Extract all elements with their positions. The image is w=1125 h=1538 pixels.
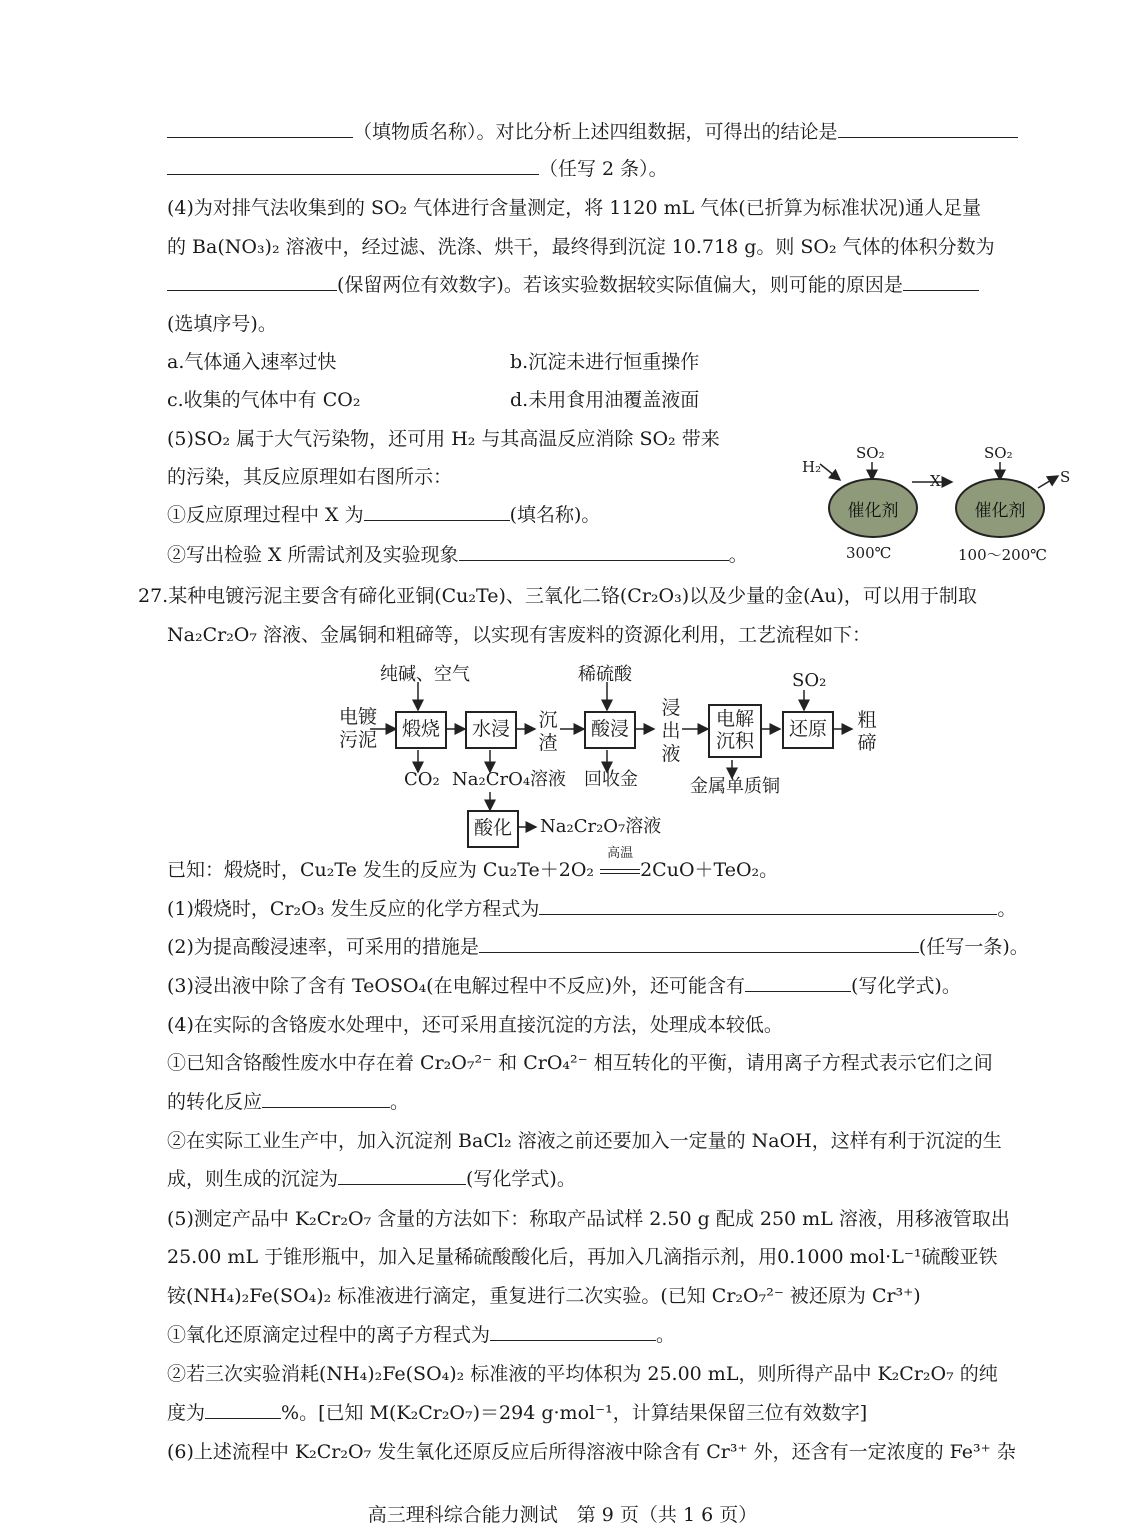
q27-part4-2-line1: ②在实际工业生产中，加入沉淀剂 BaCl₂ 溶液之前还要加入一定量的 NaOH，这样有利于沉淀的生 bbox=[167, 1130, 1002, 1152]
q27-part4-1-line2 bbox=[167, 1087, 409, 1117]
answer-blank[interactable] bbox=[205, 1398, 281, 1419]
flow-input: 电镀污泥 bbox=[338, 706, 377, 751]
answer-blank[interactable] bbox=[903, 270, 979, 291]
text: (2)为提高酸浸速率，可采用的措施是 bbox=[167, 936, 479, 958]
catalyst-1: 催化剂 bbox=[828, 478, 918, 538]
flow-reagent-3: SO₂ bbox=[792, 670, 827, 691]
text: 。 bbox=[390, 1091, 410, 1113]
q27-known bbox=[167, 846, 779, 885]
text: 沉积 bbox=[715, 730, 754, 752]
text: (写化学式)。 bbox=[851, 975, 961, 997]
option-b: b.沉淀未进行恒重操作 bbox=[510, 351, 700, 373]
flow-out-copper: 金属单质铜 bbox=[690, 776, 780, 797]
answer-blank[interactable] bbox=[838, 117, 1018, 138]
q26-line-1 bbox=[167, 117, 1018, 147]
flow-box-reduction: 还原 bbox=[782, 711, 834, 749]
q27-part5-line3: 铵(NH₄)₂Fe(SO₄)₂ 标准液进行滴定，重复进行二次实验。(已知 Cr₂O₇²⁻ 被还原为 Cr³⁺) bbox=[167, 1285, 921, 1307]
flow-product: 粗碲 bbox=[857, 709, 877, 754]
h2-label: H₂ bbox=[802, 458, 822, 476]
answer-blank[interactable] bbox=[338, 1164, 466, 1185]
text: (1)煅烧时，Cr₂O₃ 发生反应的化学方程式为 bbox=[167, 898, 540, 920]
flow-box-acid-leach: 酸浸 bbox=[584, 711, 636, 749]
text: 已知：煅烧时，Cu₂Te 发生的反应为 Cu₂Te＋2O₂ bbox=[167, 859, 595, 881]
answer-blank[interactable] bbox=[262, 1087, 390, 1108]
text: 的转化反应 bbox=[167, 1091, 263, 1113]
q26-part4-line2: 的 Ba(NO₃)₂ 溶液中，经过滤、洗涤、烘干，最终得到沉淀 10.718 g。则 SO₂ 气体的体积分数为 bbox=[167, 236, 995, 258]
text: (3)浸出液中除了含有 TeOSO₄(在电解过程中不反应)外，还可能含有 bbox=[167, 975, 746, 997]
q27-part5-line2: 25.00 mL 于锥形瓶中，加入足量稀硫酸酸化后，再加入几滴指示剂，用0.1000 mol·L⁻¹硫酸亚铁 bbox=[167, 1246, 998, 1268]
q27-line-1: 27.某种电镀污泥主要含有碲化亚铜(Cu₂Te)、三氧化二铬(Cr₂O₃)以及少量的金(Au)，可以用于制取 bbox=[138, 585, 977, 607]
q26-part4-line1: (4)为对排气法收集到的 SO₂ 气体进行含量测定，将 1120 mL 气体(已折算为标准状况)通人足量 bbox=[167, 197, 982, 219]
q26-part5-line1: (5)SO₂ 属于大气污染物，还可用 H₂ 与其高温反应消除 SO₂ 带来 bbox=[167, 428, 720, 450]
temp-1: 300℃ bbox=[846, 544, 892, 562]
flow-reagent-2: 稀硫酸 bbox=[578, 664, 632, 685]
flow-mid-leachate: 浸出液 bbox=[661, 697, 681, 765]
q27-part4-1-line1: ①已知含铬酸性废水中存在着 Cr₂O₇²⁻ 和 CrO₄²⁻ 相互转化的平衡，请用离子方程式表示它们之间 bbox=[167, 1052, 993, 1074]
q26-line-2 bbox=[167, 154, 668, 184]
q26-part5-q1 bbox=[167, 500, 600, 530]
option-c: c.收集的气体中有 CO₂ bbox=[167, 389, 361, 411]
answer-blank[interactable] bbox=[167, 117, 353, 138]
q26-part4-line4: (选填序号)。 bbox=[167, 313, 277, 335]
flow-out-co2: CO₂ bbox=[404, 769, 440, 790]
option-d: d.未用食用油覆盖液面 bbox=[510, 389, 700, 411]
q27-part4-2-line2 bbox=[167, 1164, 576, 1194]
flow-out-na2cro4: Na₂CrO₄溶液 bbox=[452, 769, 567, 790]
so2-label-1: SO₂ bbox=[856, 444, 885, 462]
text: 。 bbox=[728, 544, 748, 566]
answer-blank[interactable] bbox=[479, 932, 919, 953]
answer-blank[interactable] bbox=[167, 270, 337, 291]
text: 电解 bbox=[715, 708, 754, 731]
answer-blank[interactable] bbox=[364, 500, 510, 521]
q26-part4-line3 bbox=[167, 270, 979, 300]
flow-box-electrolysis bbox=[708, 704, 762, 758]
text: (写化学式)。 bbox=[466, 1168, 576, 1190]
answer-blank[interactable] bbox=[745, 971, 851, 992]
equals-sign bbox=[600, 869, 640, 874]
q27-part1 bbox=[167, 894, 1016, 924]
q26-part5-line2: 的污染，其反应原理如右图所示： bbox=[167, 466, 453, 488]
q27-part6: (6)上述流程中 K₂Cr₂O₇ 发生氧化还原反应后所得溶液中除含有 Cr³⁺ 外，还含有一定浓度的 Fe³⁺ 杂 bbox=[167, 1441, 1016, 1463]
text: ①氧化还原滴定过程中的离子方程式为 bbox=[167, 1324, 491, 1346]
text: 度为 bbox=[167, 1402, 206, 1424]
reaction-condition bbox=[600, 846, 640, 885]
q27-part4: (4)在实际的含铬废水处理中，还可采用直接沉淀的方法，处理成本较低。 bbox=[167, 1014, 783, 1036]
q27-part5-2-line1: ②若三次实验消耗(NH₄)₂Fe(SO₄)₂ 标准液的平均体积为 25.00 mL，则所得产品中 K₂Cr₂O₇ 的纯 bbox=[167, 1363, 998, 1385]
q27-part5-line1: (5)测定产品中 K₂Cr₂O₇ 含量的方法如下：称取产品试样 2.50 g 配成 250 mL 溶液，用移液管取出 bbox=[167, 1208, 1010, 1230]
answer-blank[interactable] bbox=[490, 1320, 656, 1341]
text: %。[已知 M(K₂Cr₂O₇)＝294 g·mol⁻¹，计算结果保留三位有效数字] bbox=[281, 1402, 868, 1424]
text: (填名称)。 bbox=[509, 504, 601, 526]
text: ①反应原理过程中 X 为 bbox=[167, 504, 364, 526]
flow-box-calcine: 煅烧 bbox=[395, 711, 447, 749]
q27-line-2: Na₂Cr₂O₇ 溶液、金属铜和粗碲等，以实现有害废料的资源化利用，工艺流程如下： bbox=[167, 624, 872, 646]
text: ②写出检验 X 所需试剂及实验现象 bbox=[167, 544, 459, 566]
text: 。 bbox=[997, 898, 1017, 920]
q27-part5-1 bbox=[167, 1320, 675, 1350]
text: （任写 2 条）。 bbox=[539, 158, 668, 180]
q27-part5-2-line2 bbox=[167, 1398, 867, 1428]
option-a: a.气体通入速率过快 bbox=[167, 351, 337, 373]
catalyst-2: 催化剂 bbox=[955, 478, 1045, 538]
text: (任写一条)。 bbox=[918, 936, 1029, 958]
temp-2: 100～200℃ bbox=[958, 546, 1048, 564]
flow-reagent-1: 纯碱、空气 bbox=[380, 664, 470, 685]
flow-mid-residue: 沉渣 bbox=[538, 709, 558, 754]
text: （填物质名称）。对比分析上述四组数据，可得出的结论是 bbox=[353, 121, 838, 143]
answer-blank[interactable] bbox=[167, 154, 539, 175]
condition-text: 高温 bbox=[607, 846, 634, 861]
so2-label-2: SO₂ bbox=[984, 444, 1013, 462]
text: 。 bbox=[656, 1324, 676, 1346]
page-footer: 高三理科综合能力测试 第 9 页（共 1 6 页） bbox=[367, 1504, 758, 1526]
q26-part5-q2 bbox=[167, 540, 748, 570]
text: 2CuO＋TeO₂。 bbox=[640, 859, 779, 881]
flow-out-na2cr2o7: Na₂Cr₂O₇溶液 bbox=[540, 816, 662, 837]
flow-box-acidify: 酸化 bbox=[467, 810, 519, 848]
answer-blank[interactable] bbox=[459, 540, 729, 561]
s-label: S bbox=[1060, 468, 1071, 486]
answer-blank[interactable] bbox=[539, 894, 997, 915]
text: (保留两位有效数字)。若该实验数据较实际值偏大，则可能的原因是 bbox=[337, 274, 903, 296]
text: 成，则生成的沉淀为 bbox=[167, 1168, 339, 1190]
q27-part2 bbox=[167, 932, 1029, 962]
flow-box-water-leach: 水浸 bbox=[465, 711, 517, 749]
q27-part3 bbox=[167, 971, 961, 1001]
x-label: X bbox=[930, 472, 941, 490]
flow-out-gold: 回收金 bbox=[584, 769, 638, 790]
